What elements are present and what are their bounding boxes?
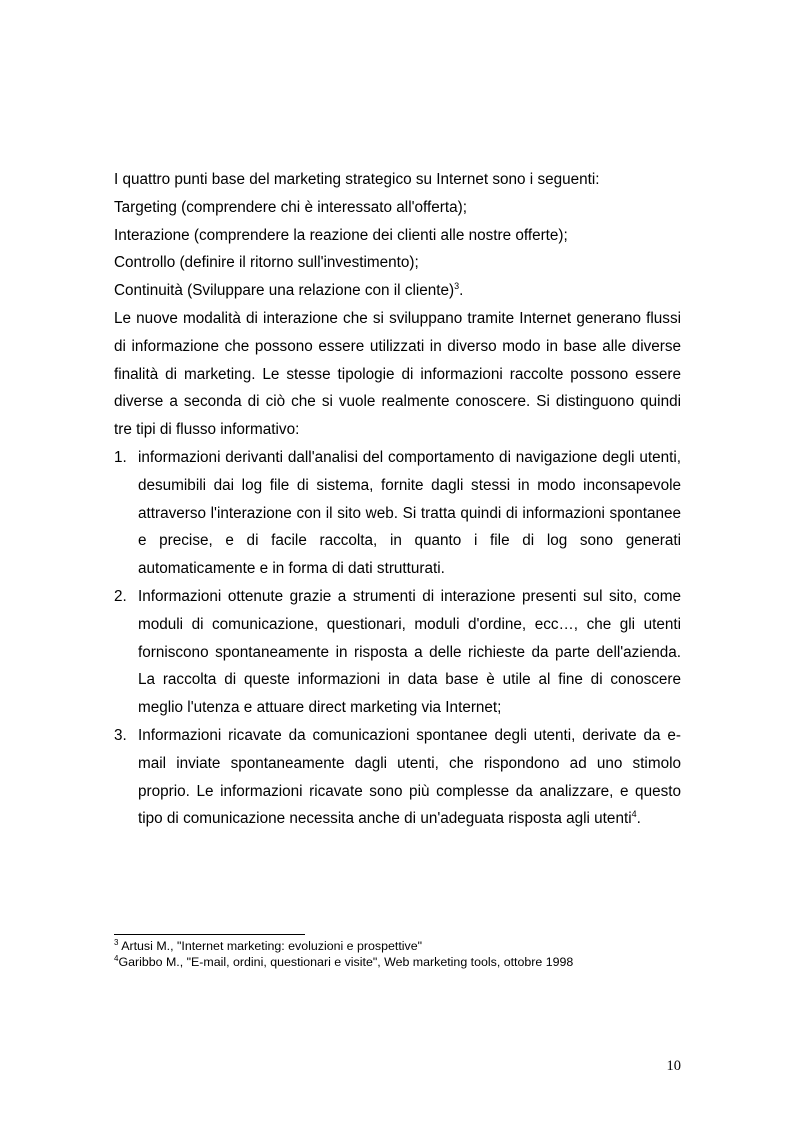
list-text-2: Informazioni ottenute grazie a strumenti di interazione presenti sul sito, come moduli di comunicazione, questionari, moduli d'ordine, ecc…, che gli utenti forniscono spontaneamente in risposta a delle richieste da parte dell'azienda. La raccolta di queste informazioni in data base è utile al fine di conoscere meglio l'utenza e attuare direct marketing via Internet; — [138, 587, 681, 717]
footnote-ref-4: 4 — [631, 809, 637, 820]
list-item-3 — [114, 722, 681, 833]
continuita-text: Continuità (Sviluppare una relazione con il cliente) — [114, 282, 455, 300]
controllo-line: Controllo (definire il ritorno sull'investimento); — [114, 254, 419, 272]
list-number-1: 1. — [114, 448, 127, 466]
footnotes — [114, 938, 714, 970]
list-number-3: 3. — [114, 726, 127, 744]
interazione-line: Interazione (comprendere la reazione dei clienti alle nostre offerte); — [114, 226, 568, 244]
body-text — [114, 166, 681, 833]
intro-line: I quattro punti base del marketing strategico su Internet sono i seguenti: — [114, 171, 600, 188]
page-number: 10 — [666, 1058, 681, 1074]
targeting-line: Targeting (comprendere chi è interessato all'offerta); — [114, 198, 467, 216]
information-flow-list — [114, 444, 681, 833]
list-text-1: informazioni derivanti dall'analisi del comportamento di navigazione degli utenti, desumibili dai log file di sistema, fornite dagli stessi in modo inconsapevole attraverso l'interazione con il sito web. Si tratta quindi di informazioni spontanee e precise, e di facile raccolta, in quanto i file di log sono generati automaticamente e in forma di dati strutturati. — [138, 448, 681, 578]
main-paragraph: Le nuove modalità di interazione che si sviluppano tramite Internet generano flussi di informazione che possono essere utilizzati in diverso modo in base alle diverse finalità di marketing. Le stesse tipologie di informazioni raccolte possono essere diverse a seconda di ciò che si vuole realmente conoscere. Si distinguono quindi tre tipi di flusso informativo: — [114, 309, 681, 439]
footnote-text-4: Garibbo M., "E-mail, ordini, questionari e visite", Web marketing tools, ottobre 1998 — [118, 955, 574, 969]
footnote-number-4: 4 — [114, 953, 119, 963]
list-text-3: Informazioni ricavate da comunicazioni spontanee degli utenti, derivate da e-mail inviate spontaneamente dagli utenti, che rispondono ad uno stimolo proprio. Le informazioni ricavate sono più complesse da analizzare, e questo tipo di comunicazione necessita anche di un'adeguata risposta agli utenti — [138, 726, 681, 828]
list-number-2: 2. — [114, 587, 127, 605]
list-item-2 — [114, 583, 681, 722]
footnote-separator — [114, 934, 305, 935]
list-item-1 — [114, 444, 681, 583]
footnote-4 — [114, 954, 714, 970]
list-end-3: . — [636, 810, 641, 828]
continuita-end: . — [459, 282, 464, 300]
continuita-line — [114, 277, 681, 305]
footnote-ref-3: 3 — [454, 281, 460, 292]
footnote-3 — [114, 938, 714, 954]
footnote-number-3: 3 — [114, 937, 119, 947]
footnote-text-3: Artusi M., "Internet marketing: evoluzioni e prospettive" — [118, 939, 423, 953]
